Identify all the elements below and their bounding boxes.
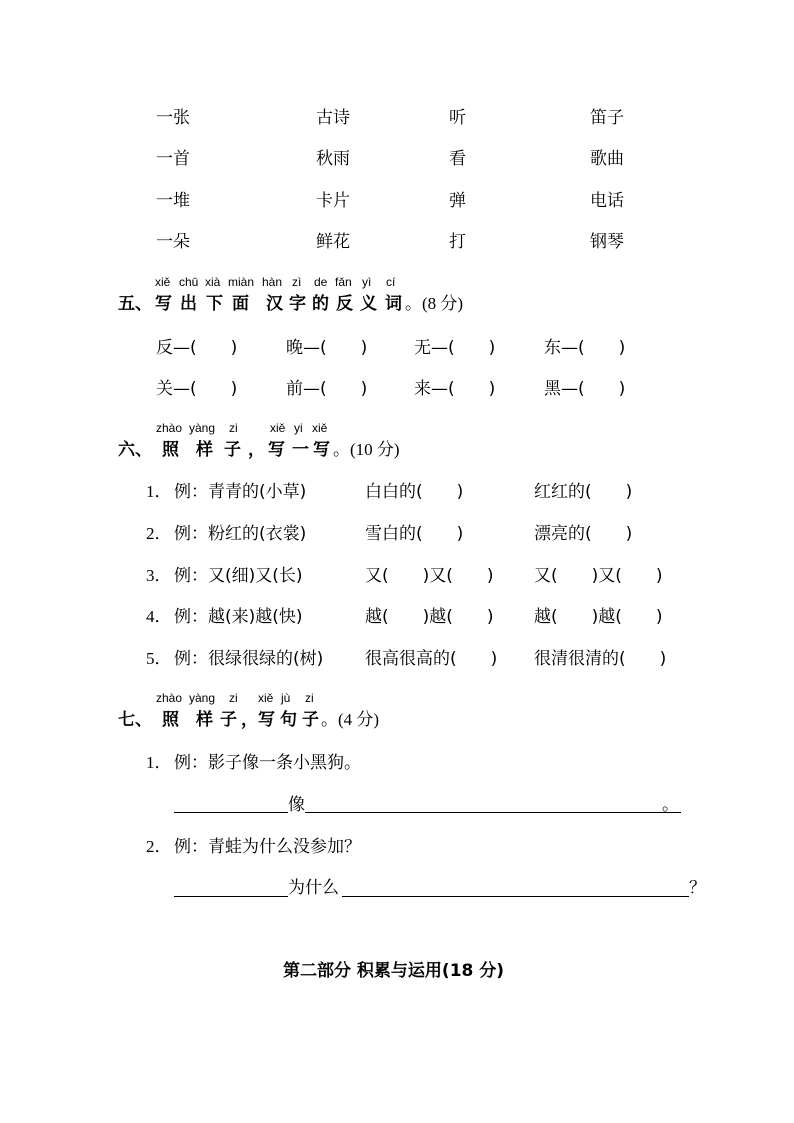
pinyin: fǎn (335, 275, 352, 289)
pinyin: yi (294, 421, 303, 435)
pinyin: xiě (270, 421, 286, 435)
pinyin: xiě (312, 421, 328, 435)
pinyin: cí (386, 275, 396, 289)
heading-char: 一 (292, 440, 309, 460)
heading-char: 子 (220, 710, 237, 730)
pinyin: chū (179, 275, 199, 289)
example-text: 例：青青的(小草) (174, 482, 307, 502)
pinyin: yì (362, 275, 372, 289)
example-text: 例：粉红的(衣裳) (174, 524, 307, 544)
heading-char: 词 (385, 294, 402, 314)
item-number: 1． (146, 753, 172, 772)
antonym-item: 东—( ) (544, 338, 626, 358)
antonym-item: 无—( ) (414, 338, 496, 358)
heading-char: 写 (155, 294, 172, 314)
heading-char: 写 (313, 440, 330, 460)
example-text: 例：又(细)又(长) (174, 566, 303, 586)
heading-char: 汉 (266, 294, 283, 314)
antonym-item: 黑—( ) (544, 379, 626, 399)
section-number: 六、 (118, 440, 152, 460)
pinyin: zi (305, 691, 314, 705)
answer-blank[interactable] (305, 812, 681, 813)
pinyin: xià (205, 275, 221, 289)
item-number: 2． (146, 837, 172, 856)
pinyin: zhào (156, 691, 183, 705)
sentence-end: ？ (689, 878, 706, 898)
example-text: 例：青蛙为什么没参加？ (174, 837, 361, 857)
pinyin: jù (281, 691, 291, 705)
pinyin: hàn (262, 275, 283, 289)
match-item: 一堆 (156, 191, 190, 211)
pinyin: xiě (155, 275, 171, 289)
pinyin: miàn (228, 275, 255, 289)
fill-item: 又( )又( ) (534, 566, 663, 586)
fill-item: 越( )越( ) (534, 607, 663, 627)
match-item: 听 (449, 108, 466, 128)
sentence-end: 。 (662, 795, 679, 815)
fill-item: 很高很高的( ) (365, 649, 498, 669)
heading-char: 写 (268, 440, 285, 460)
fill-item: 白白的( ) (365, 482, 464, 502)
example-text: 例：越(来)越(快) (174, 607, 303, 627)
sentence-word: 像 (288, 795, 305, 815)
match-item: 笛子 (590, 108, 624, 128)
pinyin: zhào (156, 421, 183, 435)
heading-char: 子 (302, 710, 319, 730)
pinyin: yàng (189, 691, 216, 705)
match-item: 一朵 (156, 232, 190, 252)
match-item: 古诗 (316, 108, 350, 128)
pinyin: zi (229, 691, 238, 705)
antonym-item: 来—( ) (414, 379, 496, 399)
antonym-item: 前—( ) (286, 379, 368, 399)
heading-char: ， (241, 710, 258, 730)
score-note: 。(4 分) (321, 710, 380, 729)
match-item: 钢琴 (590, 232, 624, 252)
heading-char: 子 (224, 440, 241, 460)
item-number: 3． (146, 566, 172, 585)
match-item: 一首 (156, 149, 190, 169)
heading-char: ， (248, 440, 265, 460)
example-text: 例：很绿很绿的(树) (174, 649, 324, 669)
match-item: 卡片 (316, 191, 350, 211)
score-note: 。(10 分) (333, 440, 400, 459)
antonym-item: 关—( ) (156, 379, 238, 399)
antonym-item: 反—( ) (156, 338, 238, 358)
pinyin: zì (292, 275, 302, 289)
heading-char: 反 (336, 294, 353, 314)
pinyin: yàng (189, 421, 216, 435)
fill-item: 又( )又( ) (365, 566, 494, 586)
heading-char: 句 (280, 710, 297, 730)
pinyin: de (314, 275, 328, 289)
match-item: 秋雨 (316, 149, 350, 169)
match-item: 鲜花 (316, 232, 350, 252)
heading-char: 义 (360, 294, 377, 314)
match-item: 打 (449, 232, 466, 252)
fill-item: 漂亮的( ) (534, 524, 633, 544)
pinyin: xiě (258, 691, 274, 705)
antonym-item: 晚—( ) (286, 338, 368, 358)
heading-char: 的 (312, 294, 329, 314)
section-number: 五、 (118, 294, 152, 314)
fill-item: 很清很清的( ) (534, 649, 667, 669)
heading-char: 照 (162, 440, 179, 460)
heading-char: 样 (196, 710, 213, 730)
score-note: 。(8 分) (405, 294, 464, 313)
match-item: 一张 (156, 108, 190, 128)
example-text: 例：影子像一条小黑狗。 (174, 753, 361, 773)
heading-char: 样 (196, 440, 213, 460)
item-number: 1． (146, 482, 172, 501)
match-item: 看 (449, 149, 466, 169)
answer-blank[interactable] (174, 896, 288, 897)
section-number: 七、 (118, 710, 152, 730)
match-item: 弹 (449, 191, 466, 211)
answer-blank[interactable] (174, 812, 288, 813)
heading-char: 面 (232, 294, 249, 314)
heading-char: 下 (206, 294, 223, 314)
heading-char: 写 (258, 710, 275, 730)
fill-item: 雪白的( ) (365, 524, 464, 544)
fill-item: 越( )越( ) (365, 607, 494, 627)
heading-char: 出 (180, 294, 197, 314)
fill-item: 红红的( ) (534, 482, 633, 502)
heading-char: 字 (289, 294, 306, 314)
heading-char: 照 (162, 710, 179, 730)
answer-blank[interactable] (342, 896, 689, 897)
pinyin: zi (229, 421, 238, 435)
item-number: 2． (146, 524, 172, 543)
sentence-word: 为什么 (288, 878, 339, 898)
item-number: 5． (146, 649, 172, 668)
item-number: 4． (146, 607, 172, 626)
match-item: 电话 (590, 191, 624, 211)
part-title: 第二部分 积累与运用(18 分) (283, 961, 505, 981)
match-item: 歌曲 (590, 149, 624, 169)
